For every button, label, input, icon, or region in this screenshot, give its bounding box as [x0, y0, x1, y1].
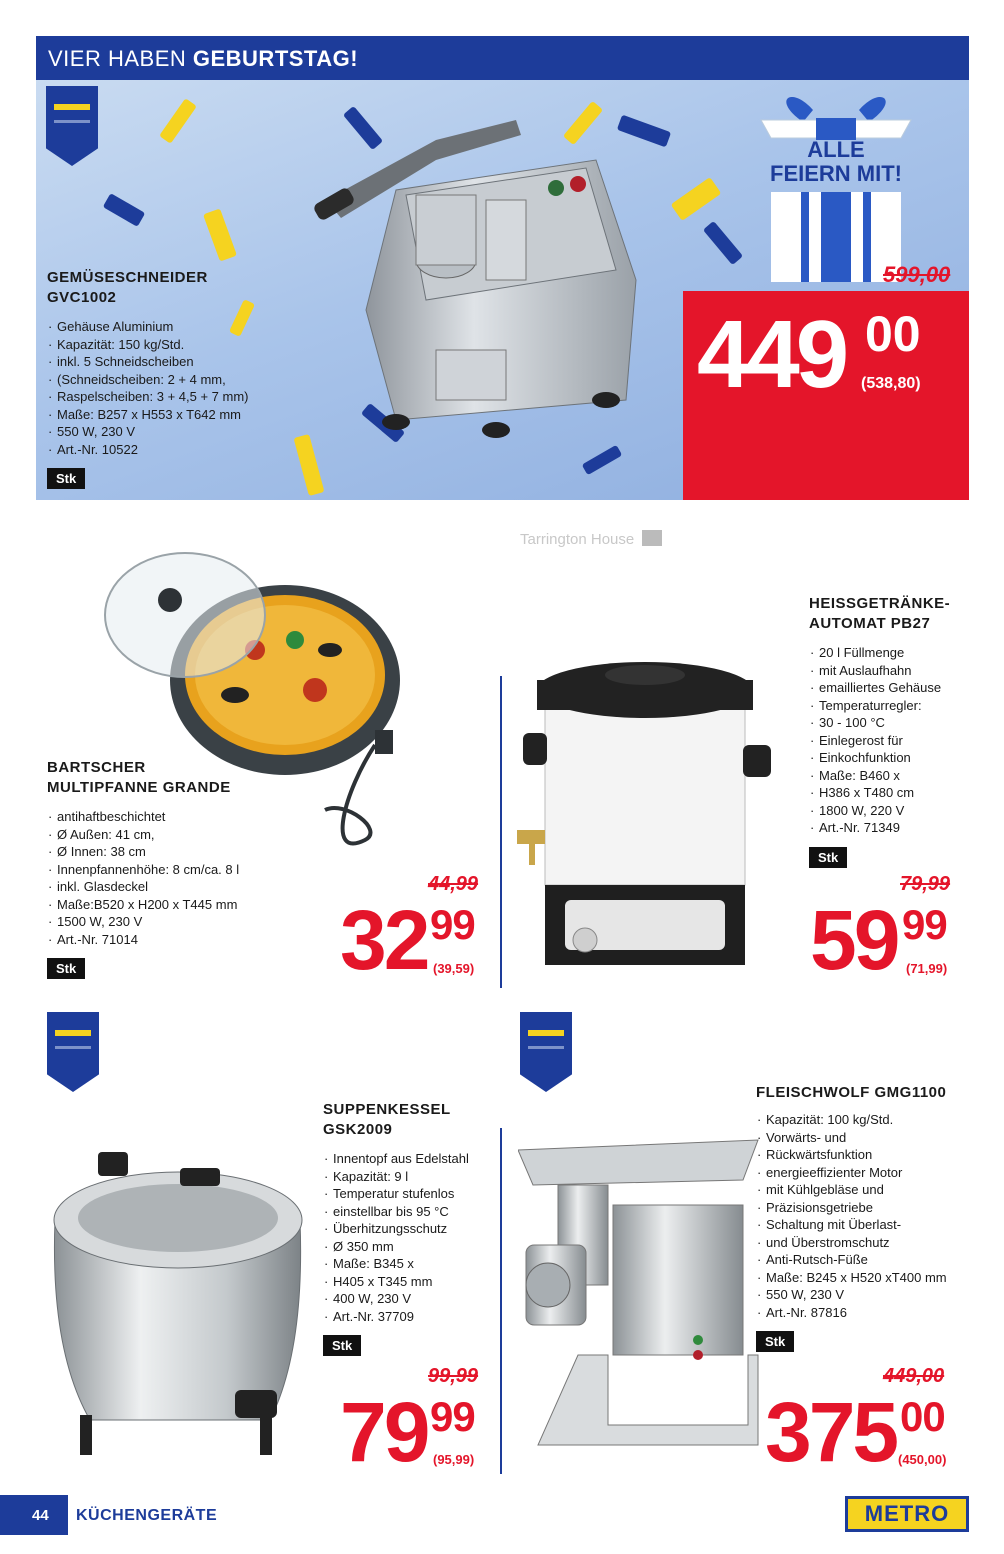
unit-badge: Stk — [47, 958, 85, 979]
heissgetraenke-automat-image — [515, 655, 775, 970]
feature-item: · Maße: B345 x — [323, 1255, 503, 1273]
fleischwolf-info — [756, 1083, 971, 1352]
feature-item: · antihaftbeschichtet — [47, 808, 287, 826]
multipfanne-price-dec: 99 — [430, 901, 475, 948]
fleischwolf-image — [518, 1125, 768, 1470]
feature-item: · Art.-Nr. 71014 — [47, 931, 287, 949]
metro-professional-logo — [520, 1012, 572, 1092]
headline-bold: GEBURTSTAG! — [192, 46, 359, 71]
feature-item: · Präzisionsgetriebe — [756, 1199, 971, 1217]
feature-item: · Art.-Nr. 10522 — [47, 441, 347, 459]
feature-item: · Einlegerost für — [809, 732, 989, 750]
confetti-icon — [103, 193, 146, 227]
unit-badge: Stk — [809, 847, 847, 868]
feature-item: · einstellbar bis 95 °C — [323, 1203, 503, 1221]
suppenkessel-price-dec: 99 — [430, 1393, 475, 1440]
feature-item: · Maße:B520 x H200 x T445 mm — [47, 896, 287, 914]
heissgetraenke-feature-list — [809, 644, 989, 837]
feature-item: · 400 W, 230 V — [323, 1290, 503, 1308]
multipfanne-title-line1: BARTSCHER — [47, 759, 146, 776]
multipfanne-info — [47, 758, 287, 979]
multipfanne-price-gross: (39,59) — [433, 961, 475, 976]
feature-item: · inkl. Glasdeckel — [47, 878, 287, 896]
feature-item: · Temperatur stufenlos — [323, 1185, 503, 1203]
feature-item: · mit Kühlgebläse und — [756, 1181, 971, 1199]
suppenkessel-title-line1: SUPPENKESSEL — [323, 1101, 451, 1118]
suppenkessel-title-line2: GSK2009 — [323, 1121, 393, 1138]
feature-item: · Temperaturregler: — [809, 697, 989, 715]
feature-item: · Ø 350 mm — [323, 1238, 503, 1256]
badge-line1: ALLE — [807, 137, 865, 162]
feature-item: · H405 x T345 mm — [323, 1273, 503, 1291]
column-divider — [500, 1128, 502, 1474]
headline-light: VIER HABEN — [48, 46, 193, 71]
feature-item: · Vorwärts- und — [756, 1129, 971, 1147]
tarrington-house-watermark: Tarrington House — [520, 530, 662, 548]
confetti-icon — [203, 208, 237, 261]
feature-item: · inkl. 5 Schneidscheiben — [47, 353, 347, 371]
feature-item: · Ø Innen: 38 cm — [47, 843, 287, 861]
feature-item: · Einkochfunktion — [809, 749, 989, 767]
fleischwolf-price-gross: (450,00) — [898, 1452, 947, 1467]
feature-item: · Kapazität: 150 kg/Std. — [47, 336, 347, 354]
badge-line2: FEIERN MIT! — [770, 161, 902, 186]
feature-item: · mit Auslaufhahn — [809, 662, 989, 680]
hero-price-box — [683, 291, 969, 500]
feature-item: · Kapazität: 100 kg/Std. — [756, 1111, 971, 1129]
feature-item: · (Schneidscheiben: 2 + 4 mm, — [47, 371, 347, 389]
suppenkessel-old-price: 99,99 — [428, 1365, 479, 1387]
suppenkessel-info — [323, 1100, 503, 1356]
confetti-icon — [703, 221, 743, 265]
feature-item: · 30 - 100 °C — [809, 714, 989, 732]
page-number: 44 — [0, 1495, 68, 1535]
heissgetraenke-price-dec: 99 — [902, 901, 947, 948]
heissgetraenke-title-line2: AUTOMAT PB27 — [809, 615, 931, 632]
heissgetraenke-price-gross: (71,99) — [906, 961, 948, 976]
feature-item: · Kapazität: 9 l — [323, 1168, 503, 1186]
feature-item: · H386 x T480 cm — [809, 784, 989, 802]
hero-feature-list — [47, 318, 347, 458]
column-divider — [500, 676, 502, 988]
unit-badge: Stk — [323, 1335, 361, 1356]
multipfanne-old-price: 44,99 — [428, 873, 479, 895]
feature-item: · Raspelscheiben: 3 + 4,5 + 7 mm) — [47, 388, 347, 406]
heissgetraenke-title-line1: HEISSGETRÄNKE- — [809, 595, 951, 612]
metro-professional-logo — [47, 1012, 99, 1092]
feature-item: · Schaltung mit Überlast- — [756, 1216, 971, 1234]
suppenkessel-feature-list — [323, 1150, 503, 1325]
fleischwolf-price-int: 375 — [765, 1385, 897, 1479]
metro-logo: METRO — [845, 1496, 969, 1532]
feature-item: · Anti-Rutsch-Füße — [756, 1251, 971, 1269]
feature-item: · Art.-Nr. 87816 — [756, 1304, 971, 1322]
house-icon — [642, 530, 662, 546]
feature-item: · Ø Außen: 41 cm, — [47, 826, 287, 844]
gift-badge-text — [766, 138, 906, 186]
unit-badge: Stk — [47, 468, 85, 489]
hero-old-price: 599,00 — [883, 262, 951, 287]
feature-item: · 550 W, 230 V — [47, 423, 347, 441]
feature-item: · Maße: B460 x — [809, 767, 989, 785]
multipfanne-price-int: 32 — [340, 893, 428, 987]
feature-item: · Art.-Nr. 37709 — [323, 1308, 503, 1326]
hero-price-dec: 00 — [865, 306, 921, 362]
multipfanne-feature-list — [47, 808, 287, 948]
banner-headline — [36, 36, 969, 80]
hero-price-gross: (538,80) — [861, 375, 921, 392]
feature-item: · Innenpfannenhöhe: 8 cm/ca. 8 l — [47, 861, 287, 879]
unit-badge: Stk — [756, 1331, 794, 1352]
heissgetraenke-old-price: 79,99 — [900, 873, 951, 895]
metro-professional-logo — [46, 86, 98, 166]
suppenkessel-price-gross: (95,99) — [433, 1452, 475, 1467]
feature-item: · 1800 W, 220 V — [809, 802, 989, 820]
feature-item: · 20 l Füllmenge — [809, 644, 989, 662]
heissgetraenke-info — [809, 594, 989, 868]
feature-item: · emailliertes Gehäuse — [809, 679, 989, 697]
hero-product-info — [47, 268, 347, 489]
feature-item: · Überhitzungsschutz — [323, 1220, 503, 1238]
hero-title-line1: GEMÜSESCHNEIDER — [47, 269, 208, 286]
feature-item: · Maße: B245 x H520 xT400 mm — [756, 1269, 971, 1287]
feature-item: · Art.-Nr. 71349 — [809, 819, 989, 837]
feature-item: · Innentopf aus Edelstahl — [323, 1150, 503, 1168]
hero-title-line2: GVC1002 — [47, 289, 117, 306]
hero-price-int: 449 — [697, 301, 846, 408]
footer-category: KÜCHENGERÄTE — [76, 1507, 218, 1524]
feature-item: · Rückwärtsfunktion — [756, 1146, 971, 1164]
suppenkessel-image — [40, 1150, 320, 1460]
confetti-icon — [159, 98, 197, 144]
feature-item: · und Überstromschutz — [756, 1234, 971, 1252]
feature-item: · 550 W, 230 V — [756, 1286, 971, 1304]
feature-item: · energieeffizienter Motor — [756, 1164, 971, 1182]
fleischwolf-title-line1: FLEISCHWOLF GMG1100 — [756, 1084, 947, 1101]
suppenkessel-price-int: 79 — [340, 1385, 428, 1479]
feature-item: · Maße: B257 x H553 x T642 mm — [47, 406, 347, 424]
feature-item: · 1500 W, 230 V — [47, 913, 287, 931]
fleischwolf-feature-list — [756, 1111, 971, 1321]
heissgetraenke-price-int: 59 — [810, 893, 898, 987]
feature-item: · Gehäuse Aluminium — [47, 318, 347, 336]
fleischwolf-price-dec: 00 — [900, 1393, 945, 1440]
fleischwolf-old-price: 449,00 — [883, 1365, 945, 1387]
multipfanne-title-line2: MULTIPFANNE GRANDE — [47, 779, 231, 796]
